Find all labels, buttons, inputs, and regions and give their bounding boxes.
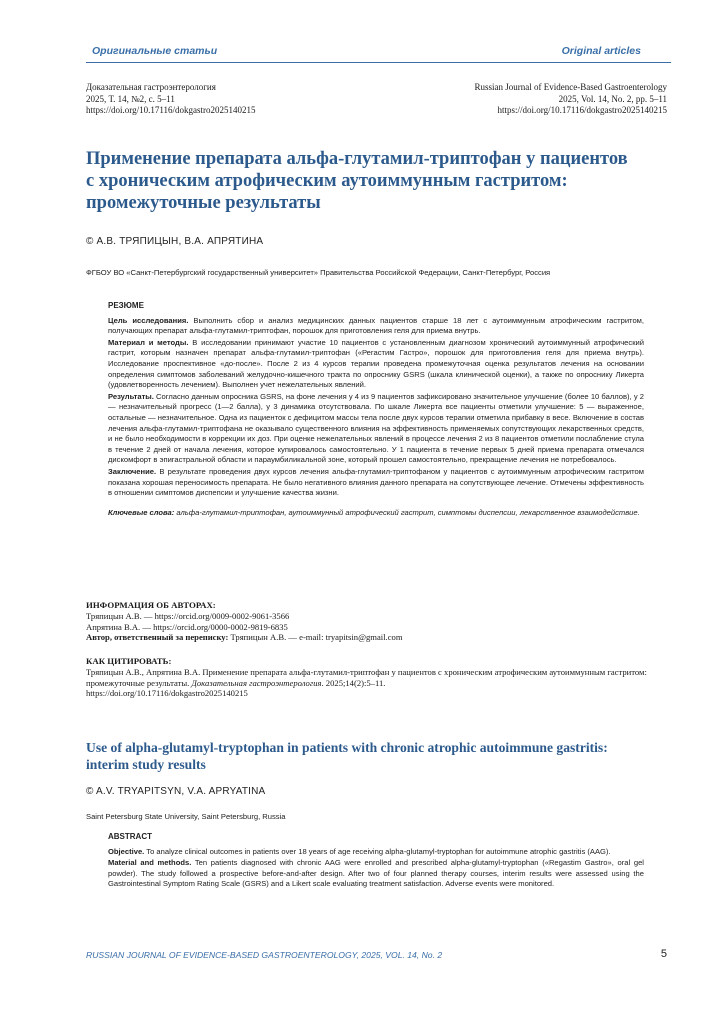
authors-en: © A.V. TRYAPITSYN, V.A. APRYATINA [86,786,266,797]
journal-issue-en: 2025, Vol. 14, No. 2, pp. 5–11 [558,93,667,104]
journal-doi-ru[interactable]: https://doi.org/10.17116/dokgastro2025140215 [86,105,256,115]
author-info-heading: ИНФОРМАЦИЯ ОБ АВТОРАХ: [86,600,216,610]
abstract-methods [108,338,644,391]
title-en-line: interim study results [86,756,206,772]
page-number: 5 [660,948,667,960]
cite-tail: . 2025;14(2):5–11. [321,677,386,688]
affiliation-en: Saint Petersburg State University, Saint Petersburg, Russia [86,812,286,821]
title-ru-line: промежуточные результаты [86,193,321,213]
cite-heading: КАК ЦИТИРОВАТЬ: [86,656,172,666]
cite-text [86,667,656,689]
section-label-en: Original articles [561,45,641,57]
keywords-label: Ключевые слова: [108,507,175,517]
results-text: Согласно данным опросника GSRS, на фоне лечения у 4 из 9 пациентов зафиксировано значительное улучшение (более 10 баллов), у 2 — незначительный прогресс (1—2 балла), у 3 динамика отсутствовала. По шкале Ликерта все пациенты отметили улучшение: 5 — выраженное, остальные — незначительное. Одна из пациенток с дефицитом массы тела после двух курсов терапии отметила прибавку в весе. Включение в состав лечения альфа-глутамил-триптофана не оказывало существенного влияния на эффективность применяемых сопутствующих лекарственных средств, и не было необходимости в коррекции их доз. При оценке нежелательных явлений в процессе лечения 2 из 8 пациентов отметили послабление стула в течение 2 дней от начала лечения, которое купировалось самостоятельно. У 1 пациента в течение первых 5 дней приема препарата отмечался дискомфорт в эпигастральной области и параумбиликальной зоне, который прошел самостоятельно, прекращение лечения не потребовалось. [108,391,644,465]
keywords-ru [108,508,644,519]
cite-body: Тряпицын А.В., Апрятина В.А. Применение препарата альфа-глутамил-триптофан у пациентов с хроническим атрофическим аутоиммунным гастритом: промежуточные результаты. [86,666,647,688]
methods-en-label: Material and methods. [108,858,192,868]
journal-ref-en [475,82,667,117]
corr-text: Тряпицын А.В. — e-mail: tryapitsin@gmail.com [228,632,403,643]
methods-label: Материал и методы. [108,337,189,347]
journal-name-ru: Доказательная гастроэнтерология [86,82,216,92]
author-orcid-2[interactable]: Апрятина В.А. — https://orcid.org/0000-0002-9819-6835 [86,621,288,632]
section-label-ru: Оригинальные статьи [92,45,218,57]
author-orcid-1[interactable]: Тряпицын А.В. — https://orcid.org/0009-0002-9061-3566 [86,610,290,621]
conclusion-label: Заключение. [108,466,157,476]
abstract-ru [108,301,644,519]
objective-label: Objective. [108,846,145,856]
article-title-ru [86,148,646,214]
journal-doi-en[interactable]: https://doi.org/10.17116/dokgastro2025140215 [497,105,667,115]
article-title-en [86,740,646,773]
corr-label: Автор, ответственный за переписку: [86,632,229,643]
results-label: Результаты. [108,391,154,401]
aim-text: Выполнить сбор и анализ медицинских данных пациентов старше 18 лет с аутоиммунным атрофическим гастритом, получающих препарат альфа-глутамил-триптофан, порошок для приготовления геля для приема внутрь. [108,315,645,336]
abstract-conclusion [108,467,644,499]
abstract-aim [108,316,644,337]
objective-text: To analyze clinical outcomes in patients over 18 years of age receiving alpha-glutamyl-tryptophan for autoimmune atrophic gastritis (AAG). [144,846,611,856]
authors-ru: © А.В. ТРЯПИЦЫН, В.А. АПРЯТИНА [86,236,264,247]
journal-ref-ru [86,82,256,117]
title-ru-line: с хроническим атрофическим аутоиммунным гастритом: [86,171,568,191]
how-to-cite [86,656,656,699]
abstract-methods-en [108,858,644,890]
abstract-heading-en: ABSTRACT [108,832,152,841]
methods-text: В исследовании принимают участие 10 пациентов с установленным диагнозом хронический аутоиммунный атрофический гастрит, которым назначен препарат альфа-глутамил-триптофан («Регастим Гастро», порошок для приготовления геля для приема внутрь). Исследование проспективное «до-после». После 2 из 4 курсов терапии проведена промежуточная оценка результатов лечения на основании определения симптомов заболеваний желудочно-кишечного тракта по опроснику GSRS (шкала клинической оценки), а также по опроснику Ликерта (удовлетворенность лечением). Выполнен учет нежелательных явлений. [108,337,644,390]
title-ru-line: Применение препарата альфа-глутамил-триптофан у пациентов [86,149,628,169]
methods-en-text: Ten patients diagnosed with chronic AAG were enrolled and prescribed alpha-glutamyl-tryptophan («Regastim Gastro», oral gel powder). The study followed a prospective before-and-after design. After two of four planned therapy courses, interim results were assessed using the Gastrointestinal Symptom Rating Scale (GSRS) and a Likert scale evaluating treatment satisfaction. Adverse events were monitored. [108,858,644,889]
conclusion-text: В результате проведения двух курсов лечения альфа-глутамил-триптофаном у пациентов с аутоиммунным атрофическим гастритом показана хорошая переносимость препарата. Не было негативного влияния данного препарата на сопутствующее лечение. Отмечены эффективность в отношении симптомов диспепсии и улучшение качества жизни. [108,466,644,498]
corresponding-author [86,632,656,643]
abstract-en [108,832,644,891]
cite-journal: Доказательная гастроэнтерология [191,677,322,688]
header-divider [86,62,671,63]
abstract-heading-ru: РЕЗЮМЕ [108,301,144,310]
abstract-results [108,392,644,466]
keywords-text: альфа-глутамил-триптофан, аутоиммунный атрофический гастрит, симптомы диспепсии, лекарственное взаимодействие. [174,507,640,517]
journal-issue-ru: 2025, Т. 14, №2, с. 5–11 [86,93,175,104]
cite-doi[interactable]: https://doi.org/10.17116/dokgastro2025140215 [86,688,248,699]
title-en-line: Use of alpha-glutamyl-tryptophan in patients with chronic atrophic autoimmune gastritis: [86,740,608,755]
abstract-objective [108,847,644,858]
running-header [86,42,641,62]
journal-name-en: Russian Journal of Evidence-Based Gastroenterology [474,82,667,92]
affiliation-ru: ФГБОУ ВО «Санкт-Петербургский государственный университет» Правительства Российской Федерации, Санкт-Петербург, Россия [86,268,551,277]
aim-label: Цель исследования. [108,315,189,325]
footer-journal: RUSSIAN JOURNAL OF EVIDENCE-BASED GASTROENTEROLOGY, 2025, VOL. 14, No. 2 [86,950,443,960]
author-info [86,600,656,643]
